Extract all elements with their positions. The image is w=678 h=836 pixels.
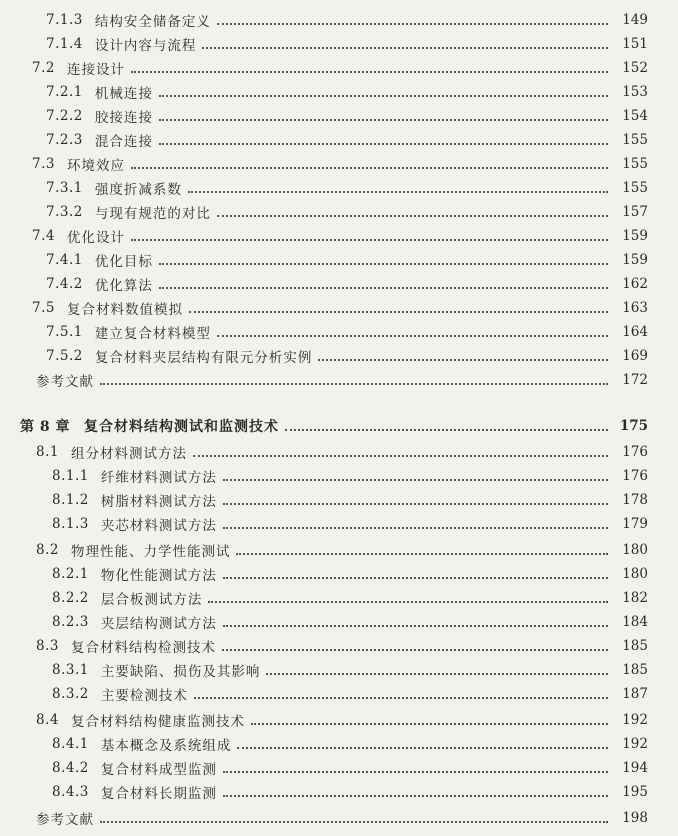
toc-entry-title: 树脂材料测试方法 [100,494,217,510]
dot-leader [223,576,608,579]
toc-page-number: 159 [622,252,648,268]
toc-entry[interactable] [0,562,678,586]
toc-page-number: 187 [622,686,648,702]
toc-entry-title: 纤维材料测试方法 [100,470,217,486]
toc-entry-number: 7.5.2 [46,348,83,364]
toc-page-number: 163 [622,300,648,316]
toc-page-number: 179 [622,516,648,532]
toc-entry-number: 7.2.2 [46,108,83,124]
dot-leader [131,70,608,73]
dot-leader [159,262,608,265]
toc-entry-number: 7.2.3 [46,132,83,148]
toc-entry-title: 结构安全储备定义 [94,14,211,30]
toc-page-number: 162 [622,276,648,292]
toc-entry-title: 物理性能、力学性能测试 [70,544,231,560]
toc-entry-title: 参考文献 [36,812,94,828]
toc-page-number: 192 [622,712,648,728]
toc-entry-number: 7.5 [32,300,55,316]
toc-entry-title: 优化设计 [66,230,125,246]
toc-entry-title: 主要检测技术 [100,688,188,704]
toc-page-number: 155 [622,180,648,196]
dot-leader [285,428,608,431]
toc-entry-number: 8.2.1 [52,566,89,582]
dot-leader [159,94,608,97]
toc-entry[interactable] [0,708,678,732]
toc-page-number: 152 [622,60,648,76]
toc-entry-number: 8.3 [36,638,59,654]
toc-chapter-entry[interactable] [0,414,678,438]
dot-leader [223,478,608,481]
dot-leader [251,722,608,725]
toc-entry[interactable] [0,56,678,80]
toc-entry[interactable] [0,586,678,610]
toc-entry[interactable] [0,806,678,830]
toc-entry-number: 7.2.1 [46,84,83,100]
dot-leader [266,672,608,675]
toc-entry-title: 层合板测试方法 [100,592,203,608]
toc-page-number: 180 [622,566,648,582]
toc-entry-number: 8.4.2 [52,760,89,776]
toc-entry[interactable] [0,732,678,756]
toc-entry-number: 7.3 [32,156,55,172]
toc-page-number: 159 [622,228,648,244]
dot-leader [188,190,608,193]
toc-entry-number: 7.5.1 [46,324,83,340]
toc-entry-title: 复合材料夹层结构有限元分析实例 [94,350,313,366]
toc-entry[interactable] [0,248,678,272]
dot-leader [217,334,608,337]
toc-entry-title: 参考文献 [36,374,94,390]
dot-leader [237,746,608,749]
toc-entry[interactable] [0,440,678,464]
toc-page-number: 155 [622,132,648,148]
toc-entry-number: 8.4.3 [52,784,89,800]
toc-entry-title: 夹芯材料测试方法 [100,518,217,534]
toc-entry[interactable] [0,128,678,152]
toc-entry[interactable] [0,634,678,658]
toc-entry[interactable] [0,176,678,200]
toc-entry[interactable] [0,80,678,104]
toc-entry-title: 连接设计 [66,62,125,78]
toc-page-number: 157 [622,204,648,220]
toc-entry[interactable] [0,512,678,536]
dot-leader [194,696,608,699]
toc-page-number: 155 [622,156,648,172]
dot-leader [208,600,608,603]
toc-entry-number: 7.2 [32,60,55,76]
dot-leader [131,238,608,241]
toc-entry[interactable] [0,272,678,296]
dot-leader [217,214,608,217]
toc-entry-number: 7.4 [32,228,55,244]
toc-entry-number: 7.4.1 [46,252,83,268]
toc-entry-title: 基本概念及系统组成 [100,738,232,754]
toc-page-number: 184 [622,614,648,630]
dot-leader [189,310,608,313]
toc-entry-number: 8.3.2 [52,686,89,702]
dot-leader [159,142,608,145]
toc-page-number: 185 [622,662,648,678]
toc-entry[interactable] [0,224,678,248]
toc-entry-title: 复合材料结构健康监测技术 [70,714,245,730]
toc-entry-title: 复合材料长期监测 [100,786,217,802]
toc-entry-number: 7.1.3 [46,12,83,28]
toc-entry-number: 7.3.2 [46,204,83,220]
toc-page-number: 182 [622,590,648,606]
toc-entry-title: 环境效应 [66,158,125,174]
toc-page-number: 180 [622,542,648,558]
toc-entry[interactable] [0,658,678,682]
toc-page-number: 176 [622,444,648,460]
toc-entry-number: 8.3.1 [52,662,89,678]
dot-leader [100,382,608,385]
dot-leader [223,526,608,529]
dot-leader [223,502,608,505]
toc-entry-number: 8.1.3 [52,516,89,532]
toc-page-number: 151 [622,36,648,52]
toc-entry[interactable] [0,488,678,512]
toc-entry[interactable] [0,756,678,780]
toc-entry-number: 第 8 章 [20,419,70,435]
toc-entry-number: 8.2.2 [52,590,89,606]
toc-entry[interactable] [0,682,678,706]
dot-leader [217,22,608,25]
toc-page-number: 153 [622,84,648,100]
toc-entry[interactable] [0,610,678,634]
toc-entry-number: 8.1.1 [52,468,89,484]
toc-entry-number: 8.1.2 [52,492,89,508]
toc-entry-number: 8.4.1 [52,736,89,752]
dot-leader [159,286,608,289]
toc-page-number: 178 [622,492,648,508]
toc-page-number: 194 [622,760,648,776]
dot-leader [223,770,608,773]
toc-entry[interactable] [0,32,678,56]
dot-leader [131,166,608,169]
dot-leader [223,624,608,627]
dot-leader [222,648,608,651]
toc-entry[interactable] [0,200,678,224]
dot-leader [236,552,608,555]
toc-page-number: 175 [619,418,648,434]
toc-entry[interactable] [0,296,678,320]
toc-entry-number: 7.3.1 [46,180,83,196]
toc-entry[interactable] [0,780,678,804]
toc-entry-number: 7.1.4 [46,36,83,52]
toc-entry-number: 8.2 [36,542,59,558]
toc-entry-title: 建立复合材料模型 [94,326,211,342]
toc-page-number: 195 [622,784,648,800]
toc-page-number: 149 [622,12,648,28]
toc-entry-number: 7.4.2 [46,276,83,292]
dot-leader [100,820,608,823]
toc-entry-title: 优化目标 [94,254,153,270]
toc-page-number: 185 [622,638,648,654]
dot-leader [159,118,608,121]
toc-entry-number: 8.1 [36,444,59,460]
toc-entry-title: 复合材料数值模拟 [66,302,183,318]
toc-entry-title: 组分材料测试方法 [70,446,187,462]
toc-entry-title: 复合材料结构检测技术 [70,640,216,656]
toc-entry-title: 混合连接 [94,134,153,150]
toc-entry-title: 夹层结构测试方法 [100,616,217,632]
toc-entry-number: 8.4 [36,712,59,728]
toc-page-number: 164 [622,324,648,340]
toc-page-number: 198 [622,810,648,826]
toc-entry-title: 复合材料结构测试和监测技术 [84,419,279,435]
toc-entry[interactable] [0,104,678,128]
dot-leader [223,794,608,797]
toc-page-number: 172 [622,372,648,388]
toc-entry-title: 与现有规范的对比 [94,206,211,222]
dot-leader [202,46,608,49]
toc-entry[interactable] [0,464,678,488]
toc-page-number: 192 [622,736,648,752]
toc-entry-title: 设计内容与流程 [94,38,197,54]
toc-entry-title: 主要缺陷、损伤及其影响 [100,664,261,680]
toc-entry-title: 强度折减系数 [94,182,182,198]
toc-page-number: 176 [622,468,648,484]
toc-entry-title: 优化算法 [94,278,153,294]
dot-leader [318,358,608,361]
dot-leader [193,454,608,457]
toc-entry[interactable] [0,368,678,392]
toc-entry-title: 胶接连接 [94,110,153,126]
toc-entry[interactable] [0,8,678,32]
toc-entry[interactable] [0,344,678,368]
toc-entry-title: 物化性能测试方法 [100,568,217,584]
toc-entry-title: 机械连接 [94,86,153,102]
toc-entry[interactable] [0,538,678,562]
toc-page-number: 154 [622,108,648,124]
toc-entry[interactable] [0,152,678,176]
toc-entry[interactable] [0,320,678,344]
toc-entry-title: 复合材料成型监测 [100,762,217,778]
toc-entry-number: 8.2.3 [52,614,89,630]
toc-page-number: 169 [622,348,648,364]
